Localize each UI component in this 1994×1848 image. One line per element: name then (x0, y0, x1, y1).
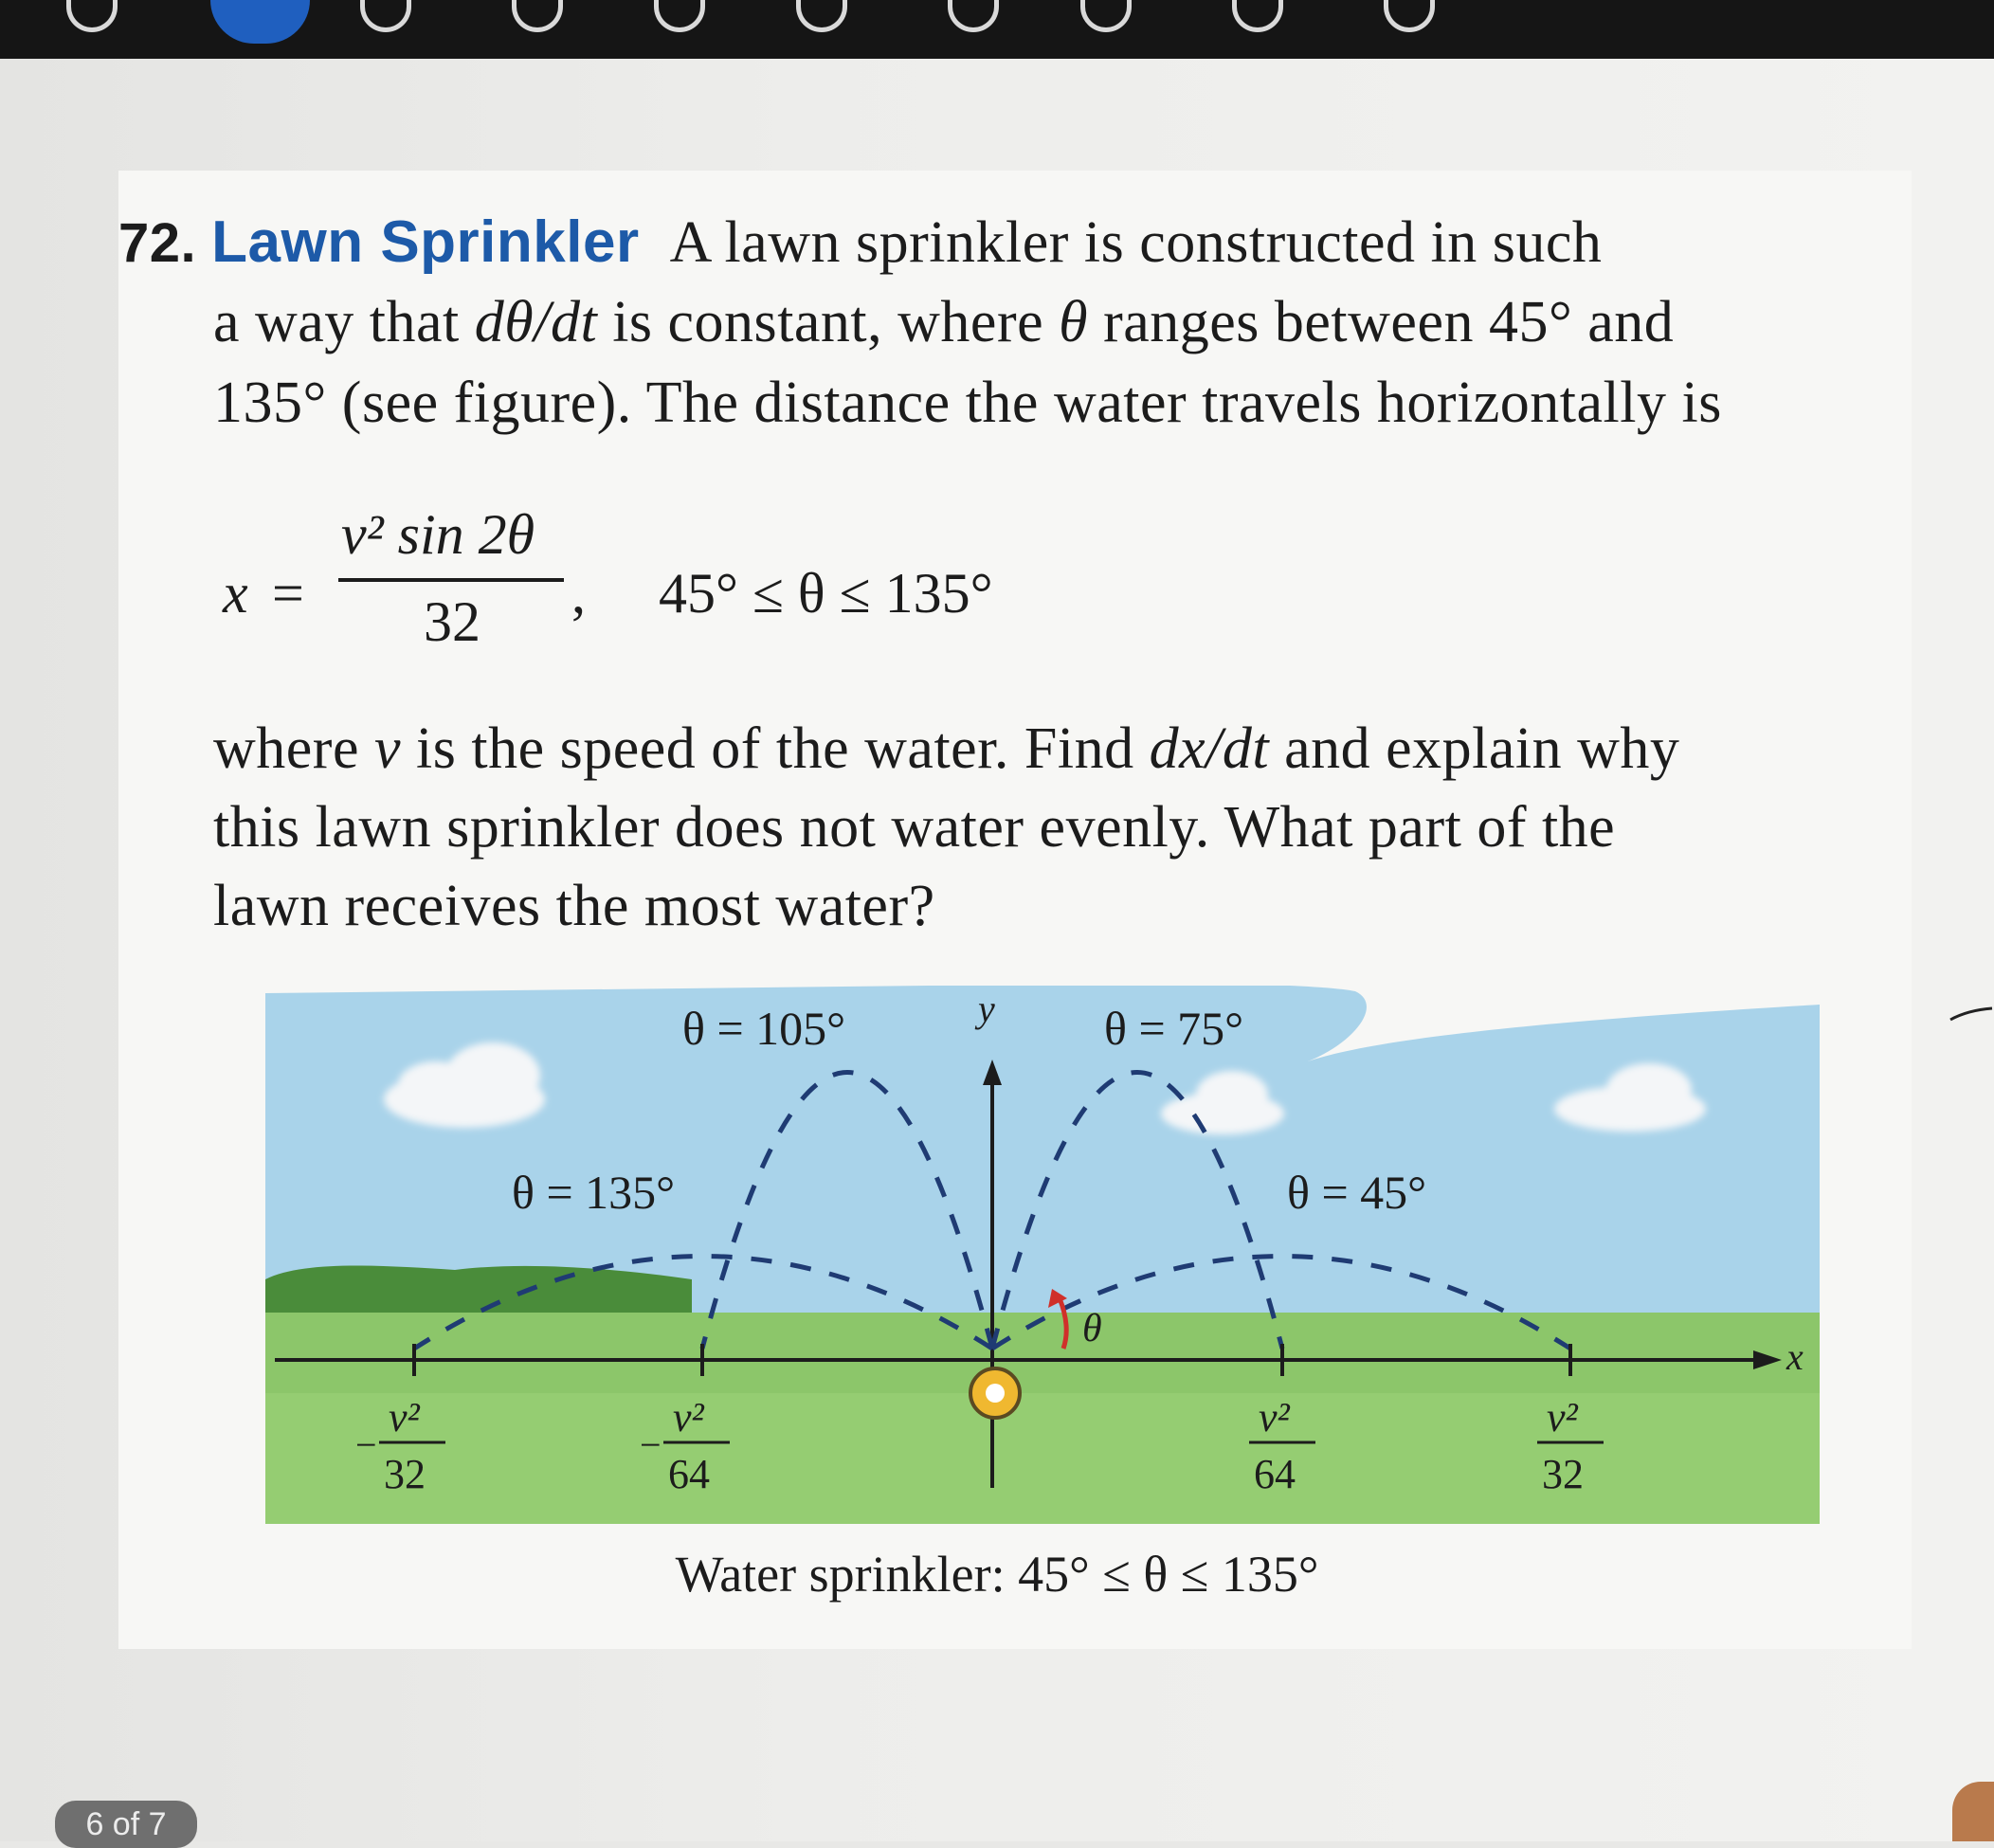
x-axis-label: x (1786, 1335, 1804, 1378)
svg-text:−: − (355, 1423, 377, 1466)
svg-text:v²: v² (1547, 1394, 1578, 1440)
question-title: Lawn Sprinkler (211, 209, 640, 275)
svg-text:32: 32 (1542, 1451, 1584, 1497)
question-line-6: lawn receives the most water? (213, 874, 935, 938)
label-theta-45: θ = 45° (1287, 1166, 1427, 1219)
formula-range: 45° ≤ θ ≤ 135° (659, 562, 993, 625)
lawn-front (265, 1393, 1820, 1524)
eraser-tool-icon[interactable] (512, 0, 563, 32)
y-axis-label: y (978, 987, 995, 1030)
redo-icon[interactable] (1384, 0, 1435, 32)
highlighter-tool-icon[interactable] (360, 0, 411, 32)
svg-text:32: 32 (384, 1451, 426, 1497)
formula-comma: , (571, 562, 586, 625)
undo-icon[interactable] (1232, 0, 1283, 32)
formula-lhs: x (223, 562, 248, 625)
question-line-5: this lawn sprinkler does not water evenly. What part of the (213, 795, 1616, 860)
bush-row (265, 1266, 692, 1317)
toolbar-tool-icon[interactable] (66, 0, 118, 32)
question-line-4: where v is the speed of the water. Find dx/dt and explain why (213, 716, 1680, 781)
svg-text:v²: v² (673, 1394, 704, 1440)
text-tool-icon[interactable] (948, 0, 999, 32)
svg-text:v²: v² (389, 1394, 420, 1440)
sprinkler-figure (265, 986, 1820, 1524)
tablet-toolbar (0, 0, 1994, 59)
formula-numerator: v² sin 2θ (341, 503, 535, 566)
svg-text:−: − (640, 1423, 662, 1466)
label-theta-75: θ = 75° (1104, 1002, 1244, 1055)
question-line-2: a way that dθ/dt is constant, where θ ranges between 45° and (213, 290, 1675, 354)
figure-caption: Water sprinkler: 45° ≤ θ ≤ 135° (675, 1546, 1319, 1603)
pen-mark-icon (1949, 1005, 1994, 1024)
angle-label: θ (1082, 1307, 1102, 1350)
question-line-1 (118, 208, 1602, 277)
shape-tool-icon[interactable] (796, 0, 847, 32)
pen-tool-icon[interactable] (210, 0, 310, 44)
question-number: 72. (118, 212, 197, 274)
more-tool-icon[interactable] (1080, 0, 1132, 32)
svg-text:64: 64 (1254, 1451, 1296, 1497)
question-text: A lawn sprinkler is constructed in such (669, 210, 1603, 275)
label-theta-105: θ = 105° (682, 1002, 846, 1055)
page-counter-badge: 6 of 7 (55, 1801, 197, 1848)
lasso-tool-icon[interactable] (654, 0, 705, 32)
formula-equals: = (272, 562, 304, 625)
finger-shadow (1952, 1782, 1994, 1841)
svg-text:v²: v² (1259, 1394, 1290, 1440)
question-line-3: 135° (see figure). The distance the water travels horizontally is (213, 371, 1722, 435)
formula-denominator: 32 (424, 590, 480, 653)
label-theta-135: θ = 135° (512, 1166, 676, 1219)
fraction-bar (338, 578, 564, 582)
svg-text:64: 64 (668, 1451, 710, 1497)
